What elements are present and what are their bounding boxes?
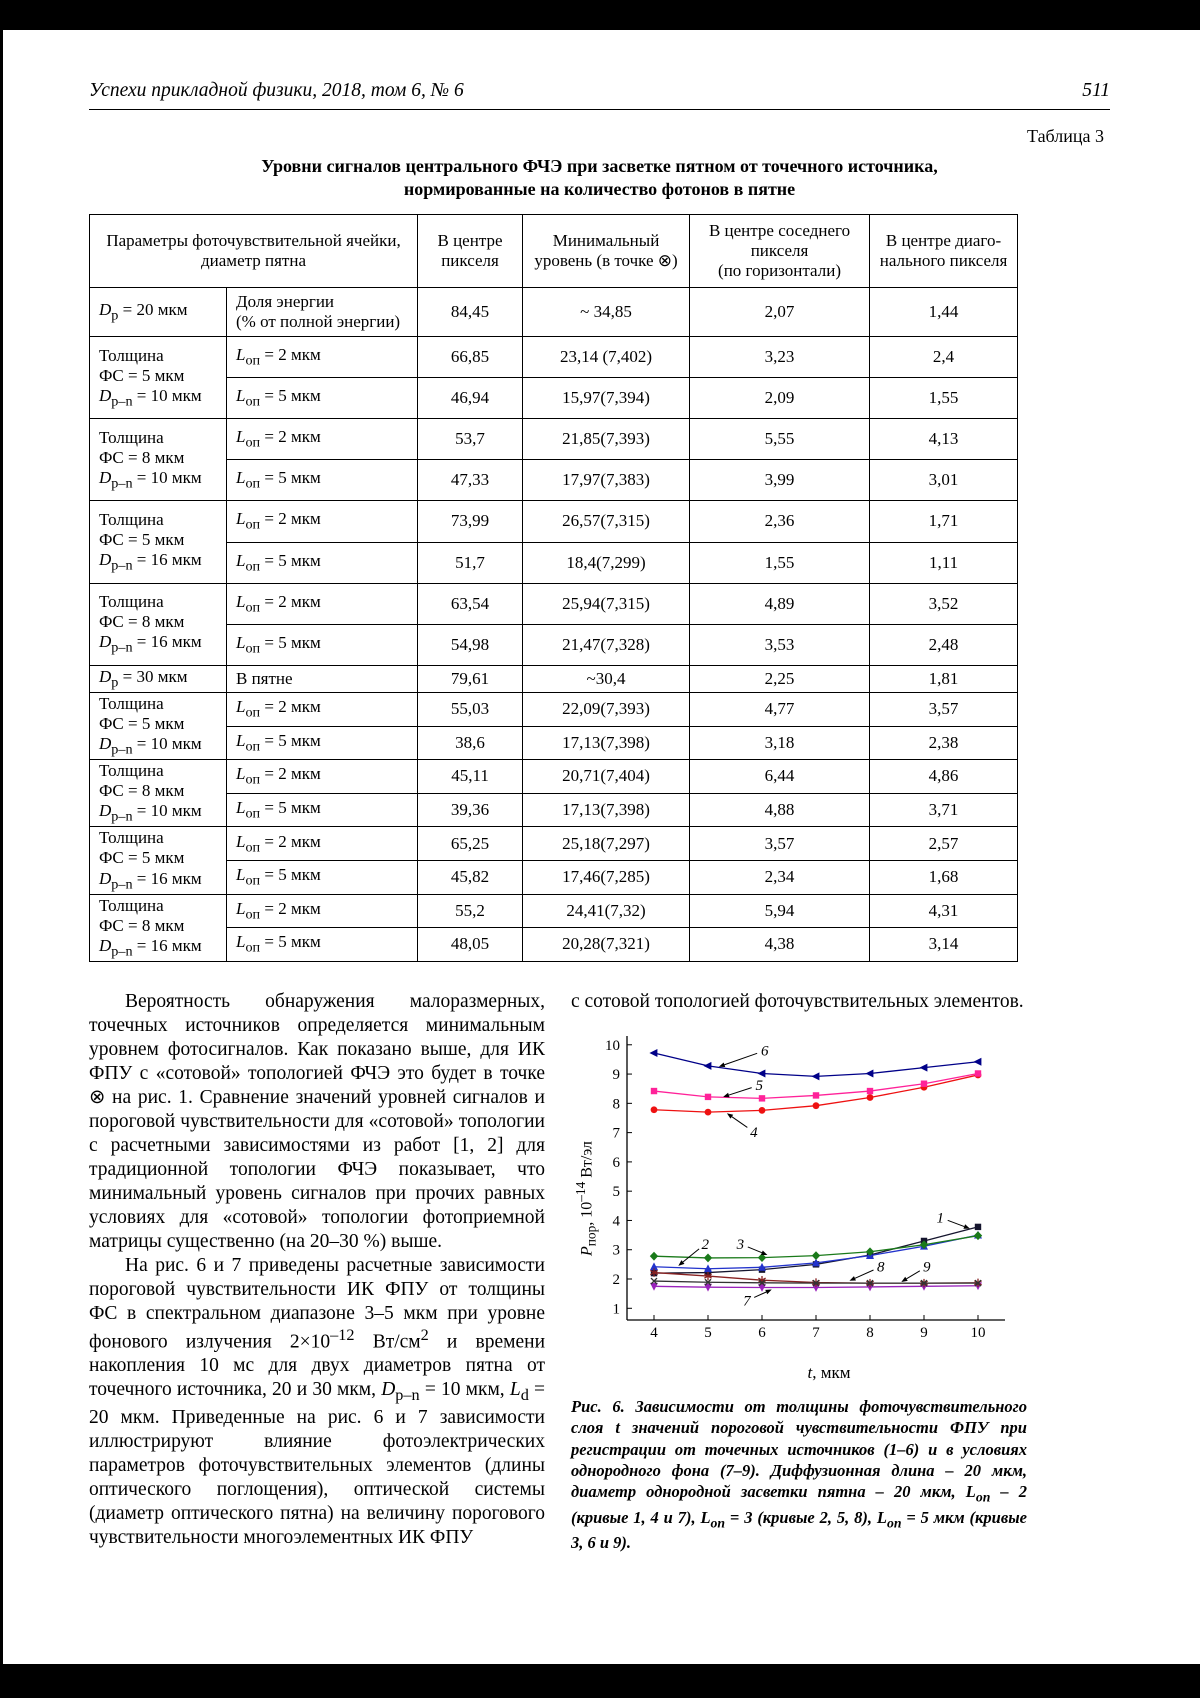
table-cell: 2,38 (870, 726, 1018, 760)
table-header-cell: В центре диаго- нального пикселя (870, 214, 1018, 287)
table-cell: Толщина ФС = 8 мкм $D_{p-n} = 16$ мкм (90, 894, 227, 961)
table-cell: $L_{оп} = 2$ мкм (227, 501, 418, 542)
table-row (90, 624, 1018, 665)
svg-text:4: 4 (650, 1324, 658, 1341)
table-cell: Толщина ФС = 5 мкм $D_{p-n} = 16$ мкм (90, 827, 227, 894)
table-row (90, 760, 1018, 794)
table-cell: $L_{оп} = 2$ мкм (227, 693, 418, 727)
table-cell: 3,99 (690, 460, 870, 501)
journal-title: Успехи прикладной физики, 2018, том 6, № 6 (89, 80, 464, 101)
table-cell: $L_{оп} = 2$ мкм (227, 894, 418, 928)
table-cell: $L_{оп} = 5$ мкм (227, 624, 418, 665)
svg-text:8: 8 (866, 1324, 874, 1341)
table-header-cell: В центре пикселя (418, 214, 523, 287)
scan-edge-bottom (0, 1664, 1200, 1698)
table-cell: 15,97(7,394) (523, 378, 690, 419)
table-cell: 2,07 (690, 287, 870, 336)
table-row (90, 501, 1018, 542)
table-cell: 2,09 (690, 378, 870, 419)
body-paragraph: На рис. 6 и 7 приведены расчетные зависимости пороговой чувствительности ИК ФПУ от толщины ФС в спектральном диапазоне 3–5 мкм при уровне фонового излучения $2\times 10^{-12}$ $Вт/см^2$ и времени накопления 10 мс для двух диаметров пятна от точечного источника, 20 и 30 мкм, $D_{p-n} = 10$ мкм, $L_d = 20$ мкм. Приведенные на рис. 6 и 7 зависимости иллюстрируют влияние фотоэлектрических параметров фоточувствительных элементов (длины оптического поглощения), оптической системы (диаметр оптического пятна) на величину порогового чувствительности многоэлементных ИК ФПУ (89, 1254, 545, 1548)
table-cell: 1,11 (870, 542, 1018, 583)
table-cell: $D_p = 20$ мкм (90, 287, 227, 336)
table-cell: 3,01 (870, 460, 1018, 501)
table-cell: Толщина ФС = 8 мкм $D_{p-n} = 10$ мкм (90, 419, 227, 501)
table-cell: $L_{оп} = 5$ мкм (227, 542, 418, 583)
table-cell: 46,94 (418, 378, 523, 419)
table-cell: Толщина ФС = 5 мкм $D_{p-n} = 10$ мкм (90, 693, 227, 760)
table-cell: 17,46(7,285) (523, 861, 690, 895)
table-cell: 84,45 (418, 287, 523, 336)
table-title: Уровни сигналов центрального ФЧЭ при засветке пятном от точечного источника, нормированные на количество фотонов в пятне (261, 156, 938, 200)
table-cell: 17,13(7,398) (523, 793, 690, 827)
svg-text:5: 5 (612, 1183, 620, 1200)
table-cell: 54,98 (418, 624, 523, 665)
table-cell: $D_p = 30$ мкм (90, 665, 227, 692)
x-axis-label: t, мкм (807, 1362, 851, 1382)
table-cell: 48,05 (418, 928, 523, 962)
svg-text:9: 9 (922, 1259, 931, 1276)
table-cell: $L_{оп} = 5$ мкм (227, 460, 418, 501)
table-cell: 66,85 (418, 337, 523, 378)
svg-text:9: 9 (920, 1324, 928, 1341)
table-cell: 2,48 (870, 624, 1018, 665)
table-cell: 17,13(7,398) (523, 726, 690, 760)
table-cell: 4,77 (690, 693, 870, 727)
svg-text:8: 8 (877, 1259, 885, 1276)
table-cell: 5,94 (690, 894, 870, 928)
y-axis-label: $P_{пор}$, $10^{-14}$ Вт/эл (573, 1140, 599, 1256)
table-cell: 73,99 (418, 501, 523, 542)
paper-page (3, 30, 1200, 1664)
table-cell: В пятне (227, 665, 418, 692)
svg-text:9: 9 (612, 1066, 620, 1083)
table-cell: $L_{оп} = 5$ мкм (227, 928, 418, 962)
table-cell: 1,81 (870, 665, 1018, 692)
threshold-sensitivity-chart (585, 1030, 1015, 1356)
svg-text:3: 3 (736, 1236, 745, 1253)
table-cell: 55,03 (418, 693, 523, 727)
table-cell: 1,68 (870, 861, 1018, 895)
table-cell: 45,82 (418, 861, 523, 895)
svg-text:8: 8 (612, 1096, 620, 1113)
table-cell: $L_{оп} = 2$ мкм (227, 419, 418, 460)
table-cell: 26,57(7,315) (523, 501, 690, 542)
svg-text:6: 6 (612, 1154, 620, 1171)
svg-text:2: 2 (701, 1236, 710, 1253)
figure-6 (573, 1030, 1031, 1384)
header-rule (89, 109, 1110, 110)
left-column (89, 990, 545, 1553)
table-row (90, 337, 1018, 378)
svg-text:6: 6 (760, 1043, 769, 1060)
table-cell: Толщина ФС = 8 мкм $D_{p-n} = 16$ мкм (90, 583, 227, 665)
table-cell: 3,52 (870, 583, 1018, 624)
table-cell: 51,7 (418, 542, 523, 583)
table-cell: 18,4(7,299) (523, 542, 690, 583)
table-cell: 2,34 (690, 861, 870, 895)
table-cell: 23,14 (7,402) (523, 337, 690, 378)
table-cell: 3,57 (870, 693, 1018, 727)
table-cell: $L_{оп} = 2$ мкм (227, 583, 418, 624)
table-cell: 3,71 (870, 793, 1018, 827)
svg-text:7: 7 (743, 1293, 751, 1310)
svg-text:7: 7 (812, 1324, 820, 1341)
svg-text:3: 3 (612, 1242, 620, 1259)
table-cell: 65,25 (418, 827, 523, 861)
body-paragraph: с сотовой топологией фоточувствительных элементов. (571, 990, 1024, 1012)
table-row (90, 827, 1018, 861)
table-row (90, 693, 1018, 727)
table-cell: 25,18(7,297) (523, 827, 690, 861)
table-cell: 2,25 (690, 665, 870, 692)
two-column-body (89, 990, 1110, 1553)
table-cell: $L_{оп} = 2$ мкм (227, 337, 418, 378)
table-cell: 4,88 (690, 793, 870, 827)
running-header (89, 80, 1110, 102)
table-cell: 17,97(7,383) (523, 460, 690, 501)
table-cell: 4,38 (690, 928, 870, 962)
table-cell: 1,55 (690, 542, 870, 583)
table-cell: 6,44 (690, 760, 870, 794)
page-number: 511 (1082, 80, 1110, 101)
table-cell: 1,71 (870, 501, 1018, 542)
table-cell: 3,57 (690, 827, 870, 861)
table-row (90, 460, 1018, 501)
table-cell: 79,61 (418, 665, 523, 692)
table-row (90, 726, 1018, 760)
signal-levels-table (89, 214, 1018, 962)
table-row (90, 419, 1018, 460)
table-cell: Доля энергии (% от полной энергии) (227, 287, 418, 336)
table-cell: 22,09(7,393) (523, 693, 690, 727)
table-row (90, 928, 1018, 962)
table-row (90, 793, 1018, 827)
table-row (90, 287, 1018, 336)
table-cell: 4,86 (870, 760, 1018, 794)
table-cell: 1,44 (870, 287, 1018, 336)
table-header-cell: Параметры фоточувствительной ячейки, диаметр пятна (90, 214, 418, 287)
table-cell: 24,41(7,32) (523, 894, 690, 928)
table-row (90, 378, 1018, 419)
table-cell: $L_{оп} = 5$ мкм (227, 378, 418, 419)
body-paragraph: Вероятность обнаружения малоразмерных, точечных источников определяется минимальным уровнем фотосигналов. Как показано выше, для ИК ФПУ с «сотовой» топологией ФЧЭ это будет в точке ⊗ на рис. 1. Сравнение значений уровней сигналов и пороговой чувствительности для «сотовой» топологии с расчетными зависимостями из работ [1, 2] для традиционной топологии ФЧЭ показывает, что минимальный уровень сигналов при прочих равных условиях для «сотовой» топологии фотоприемной матрицы существенно (на 20–30 %) выше. (89, 990, 545, 1252)
table-cell: Толщина ФС = 5 мкм $D_{p-n} = 16$ мкм (90, 501, 227, 583)
table-row (90, 583, 1018, 624)
svg-text:10: 10 (970, 1324, 986, 1341)
table-cell: 4,13 (870, 419, 1018, 460)
table-cell: 25,94(7,315) (523, 583, 690, 624)
svg-text:4: 4 (750, 1124, 758, 1141)
scan-edge-top (0, 0, 1200, 30)
table-cell: 3,18 (690, 726, 870, 760)
table-cell: 20,71(7,404) (523, 760, 690, 794)
table-cell: Толщина ФС = 5 мкм $D_{p-n} = 10$ мкм (90, 337, 227, 419)
svg-text:1: 1 (936, 1210, 944, 1227)
table-cell: 3,23 (690, 337, 870, 378)
table-cell: 4,31 (870, 894, 1018, 928)
svg-text:10: 10 (605, 1037, 620, 1054)
table-cell: 2,4 (870, 337, 1018, 378)
table-label: Таблица 3 (1027, 126, 1104, 146)
table-cell: 21,47(7,328) (523, 624, 690, 665)
table-cell: 3,14 (870, 928, 1018, 962)
table-row (90, 542, 1018, 583)
table-cell: $L_{оп} = 2$ мкм (227, 827, 418, 861)
table-cell: 2,57 (870, 827, 1018, 861)
table-header-cell: Минимальный уровень (в точке ⊗) (523, 214, 690, 287)
table-cell: 3,53 (690, 624, 870, 665)
table-cell: $L_{оп} = 2$ мкм (227, 760, 418, 794)
table-cell: 55,2 (418, 894, 523, 928)
table-cell: 39,36 (418, 793, 523, 827)
svg-text:5: 5 (755, 1077, 764, 1094)
table-cell: 38,6 (418, 726, 523, 760)
table-cell: 21,85(7,393) (523, 419, 690, 460)
table-cell: 1,55 (870, 378, 1018, 419)
svg-text:5: 5 (704, 1324, 712, 1341)
svg-text:2: 2 (612, 1271, 620, 1288)
table-cell: 47,33 (418, 460, 523, 501)
svg-text:6: 6 (758, 1324, 766, 1341)
table-cell: ~ 34,85 (523, 287, 690, 336)
table-cell: 20,28(7,321) (523, 928, 690, 962)
table-row (90, 665, 1018, 692)
svg-text:1: 1 (612, 1301, 620, 1318)
table-cell: 2,36 (690, 501, 870, 542)
table-cell: 5,55 (690, 419, 870, 460)
table-header-cell: В центре соседнего пикселя (по горизонтали) (690, 214, 870, 287)
table-cell: 45,11 (418, 760, 523, 794)
right-column (571, 990, 1027, 1553)
table-row (90, 894, 1018, 928)
table-cell: $L_{оп} = 5$ мкм (227, 726, 418, 760)
table-cell: 53,7 (418, 419, 523, 460)
table-cell: $L_{оп} = 5$ мкм (227, 793, 418, 827)
figure-caption: Рис. 6. Зависимости от толщины фоточувствительного слоя t значений пороговой чувствительности ФПУ при регистрации от точечных источников (1–6) и в условиях однородного фона (7–9). Диффузионная длина – 20 мкм, диаметр однородной засветки пятна – 20 мкм, $L_{оп} - 2$ (кривые 1, 4 и 7), $L_{оп} = 3$ (кривые 2, 5, 8), $L_{оп} = 5$ мкм (кривые 3, 6 и 9). (571, 1396, 1028, 1552)
table-cell: Толщина ФС = 8 мкм $D_{p-n} = 10$ мкм (90, 760, 227, 827)
svg-text:7: 7 (612, 1125, 620, 1142)
table-cell: $L_{оп} = 5$ мкм (227, 861, 418, 895)
table-cell: 4,89 (690, 583, 870, 624)
table-cell: 63,54 (418, 583, 523, 624)
table-cell: ~30,4 (523, 665, 690, 692)
table-row (90, 861, 1018, 895)
svg-text:4: 4 (612, 1213, 620, 1230)
